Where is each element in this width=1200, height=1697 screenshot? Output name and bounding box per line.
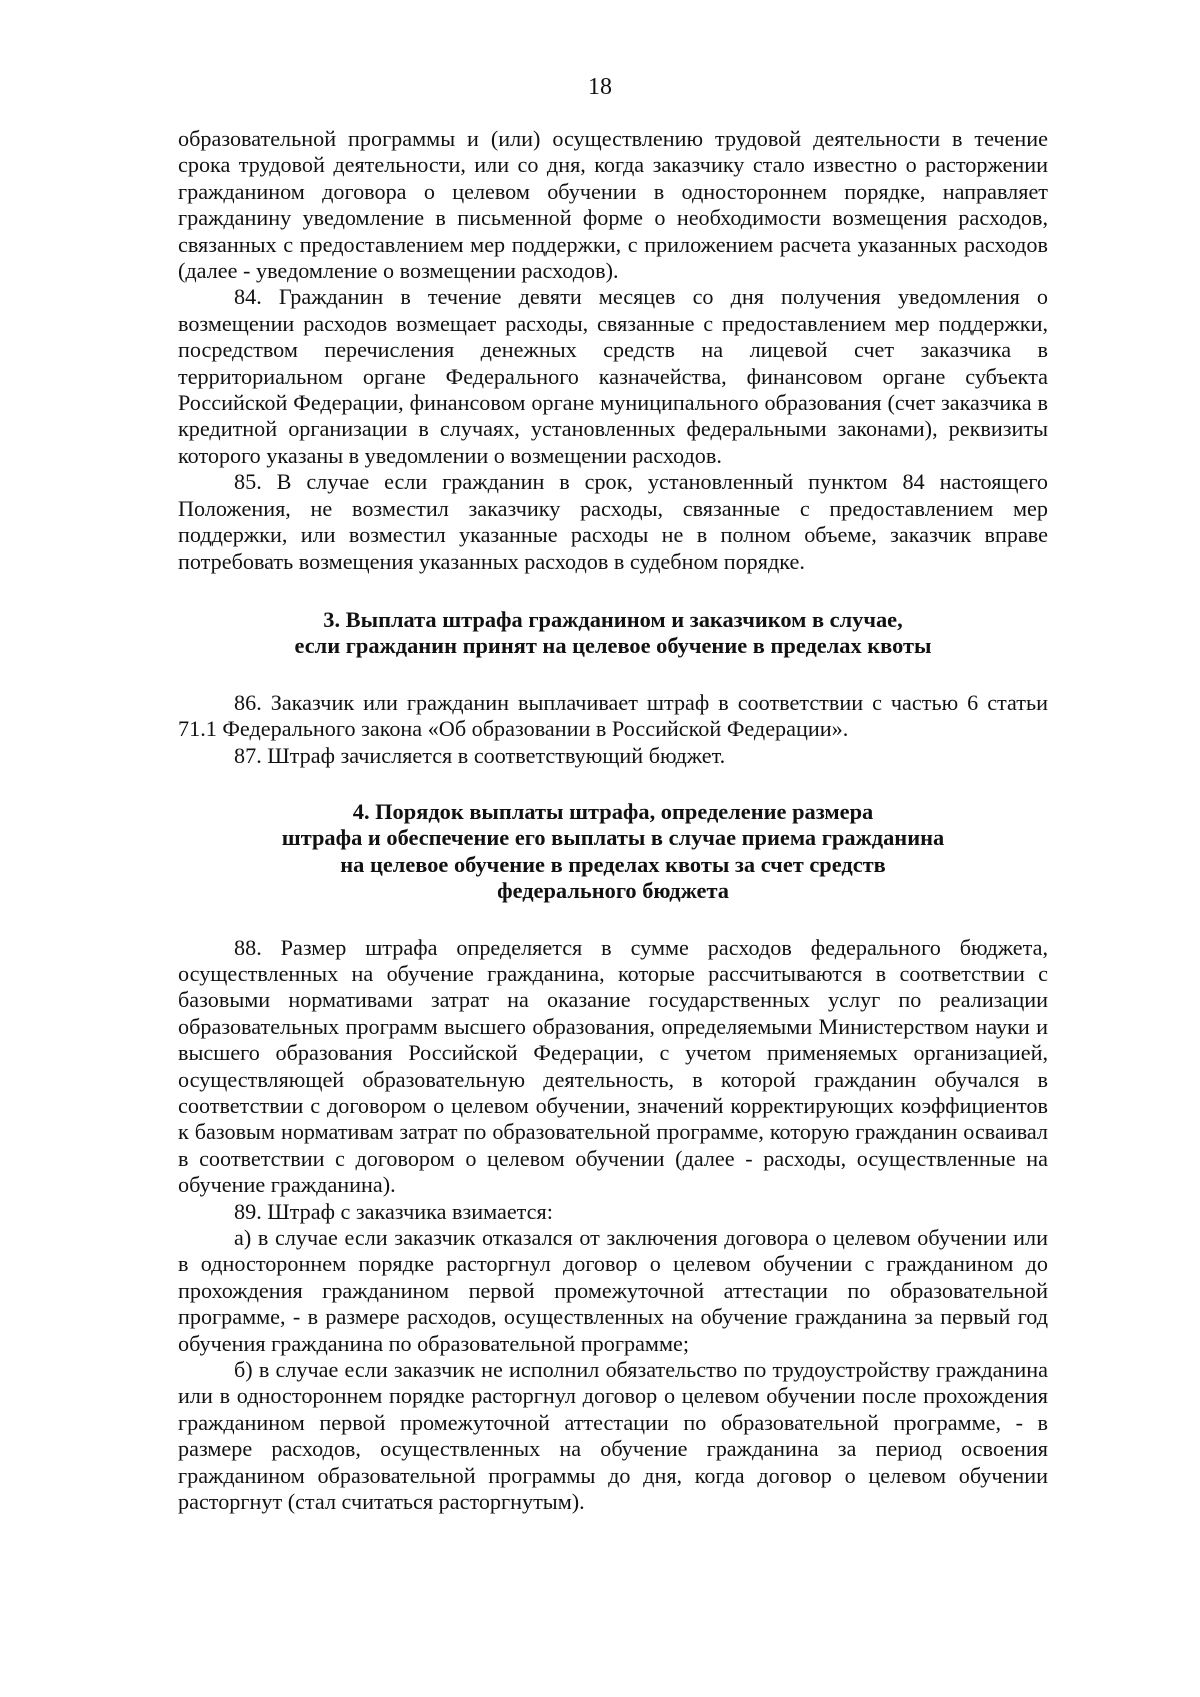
section-4-heading-line: штрафа и обеспечение его выплаты в случае приема гражданина bbox=[281, 825, 945, 851]
paragraph-86: 86. Заказчик или гражданин выплачивает штраф в соответствии с частью 6 статьи 71.1 Федерального закона «Об образовании в Российской Федерации». bbox=[178, 689, 1048, 742]
paragraph-88: 88. Размер штрафа определяется в сумме расходов федерального бюджета, осуществленных на обучение гражданина, которые рассчитываются в соответствии с базовыми нормативами затрат на оказание государственных услуг по реализации образовательных программ высшего образования, определяемыми Министерством науки и высшего образования Российской Федерации, с учетом применяемых организацией, осуществляющей образовательную деятельность, в которой гражданин обучался в соответствии с договором о целевом обучении, значений корректирующих коэффициентов к базовым нормативам затрат по образовательной программе, которую гражданин осваивал в соответствии с договором о целевом обучении (далее - расходы, осуществленные на обучение гражданина). bbox=[178, 934, 1048, 1198]
section-4-heading-line: 4. Порядок выплаты штрафа, определение размера bbox=[352, 798, 874, 824]
page-number: 18 bbox=[588, 74, 612, 100]
section-4-heading bbox=[178, 799, 1048, 905]
section-3-heading-line: если гражданин принят на целевое обучение в пределах квоты bbox=[294, 633, 932, 659]
section-3-heading-line: 3. Выплата штрафа гражданином и заказчиком в случае, bbox=[323, 606, 903, 632]
paragraph-84: 84. Гражданин в течение девяти месяцев со дня получения уведомления о возмещении расходов возмещает расходы, связанные с предоставлением мер поддержки, посредством перечисления денежных средств на лицевой счет заказчика в территориальном органе Федерального казначейства, финансовом органе субъекта Российской Федерации, финансовом органе муниципального образования (счет заказчика в кредитной организации в случаях, установленных федеральными законами), реквизиты которого указаны в уведомлении о возмещении расходов. bbox=[178, 284, 1048, 468]
section-3-heading bbox=[178, 607, 1048, 660]
paragraph-85: 85. В случае если гражданин в срок, установленный пунктом 84 настоящего Положения, не возместил заказчику расходы, связанные с предоставлением мер поддержки, или возместил указанные расходы не в полном объеме, заказчик вправе потребовать возмещения указанных расходов в судебном порядке. bbox=[178, 469, 1048, 574]
paragraph-continuation: образовательной программы и (или) осуществлению трудовой деятельности в течение срока трудовой деятельности, или со дня, когда заказчику стало известно о расторжении гражданином договора о целевом обучении в одностороннем порядке, направляет гражданину уведомление в письменной форме о необходимости возмещения расходов, связанных с предоставлением мер поддержки, с приложением расчета указанных расходов (далее - уведомление о возмещении расходов). bbox=[178, 126, 1048, 284]
paragraph-87: 87. Штраф зачисляется в соответствующий бюджет. bbox=[234, 742, 726, 768]
document-body bbox=[178, 126, 1048, 1516]
paragraph-89-a: а) в случае если заказчик отказался от заключения договора о целевом обучении или в одностороннем порядке расторгнул договор о целевом обучении с гражданином до прохождения гражданином первой промежуточной аттестации по образовательной программе, - в размере расходов, осуществленных на обучение гражданина за первый год обучения гражданина по образовательной программе; bbox=[178, 1225, 1048, 1356]
section-4-heading-line: федерального бюджета bbox=[497, 878, 729, 904]
section-4-heading-line: на целевое обучение в пределах квоты за счет средств bbox=[340, 851, 886, 877]
paragraph-89-b: б) в случае если заказчик не исполнил обязательство по трудоустройству гражданина или в одностороннем порядке расторгнул договор о целевом обучении после прохождения гражданином первой промежуточной аттестации по образовательной программе, - в размере расходов, осуществленных на обучение гражданина за период освоения гражданином образовательной программы до дня, когда договор о целевом обучении расторгнут (стал считаться расторгнутым). bbox=[178, 1357, 1048, 1515]
paragraph-89: 89. Штраф с заказчика взимается: bbox=[234, 1198, 553, 1224]
